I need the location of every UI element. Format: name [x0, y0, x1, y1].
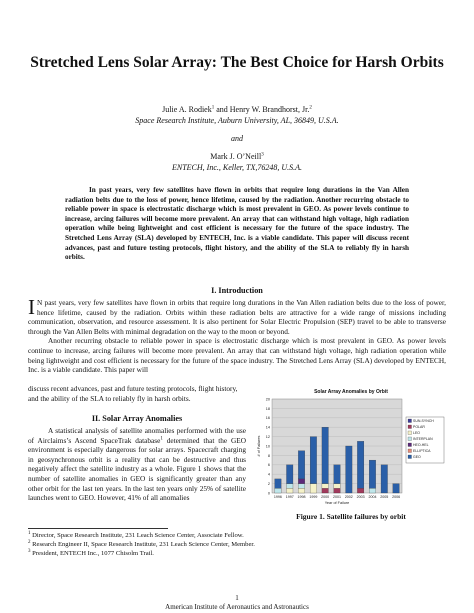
- bar-segment: [298, 488, 305, 493]
- x-tick-label: 2001: [333, 495, 341, 499]
- anomalies-bar-chart: [254, 385, 448, 509]
- y-tick-label: 18: [265, 406, 270, 411]
- bar-segment: [286, 484, 293, 489]
- section-heading-introduction: I. Introduction: [211, 286, 263, 295]
- legend-label: HEO-HEL: [413, 443, 429, 448]
- author-names-2: Mark J. O’Neill$^3$: [210, 152, 264, 161]
- chart-title: Solar Array Anomalies by Orbit: [314, 389, 388, 395]
- x-tick-label: 1996: [273, 495, 282, 499]
- y-tick-label: 0: [267, 491, 270, 496]
- y-tick-label: 16: [265, 416, 270, 421]
- x-tick-label: 1998: [297, 495, 306, 499]
- footnote-2: $^2$ Research Engineer II, Space Research Institute, 231 Leach Science Center, Member.: [28, 539, 255, 548]
- bar-segment: [381, 465, 388, 493]
- intro-paragraph-1: I N past years, very few satellites have flown in orbits that require long durations in the Van Allen radiation belts due to the loss of power, hence lifetime, caused by the radiation. Orbits within these radiation belts are attractive for a wide range of missions including communication, observation, and resource assessment. It is also pertinent for Solar Electric Propulsion (SEP) travel to be able to transverse through the Van Allen Belts with minimal degradation on the way to the moon or beyond.: [28, 295, 446, 336]
- organization-footer: American Institute of Aeronautics and Astronautics: [165, 603, 309, 611]
- legend-swatch: [408, 431, 412, 435]
- x-tick-label: 1997: [285, 495, 294, 499]
- legend-swatch: [408, 425, 412, 429]
- section-heading-anomalies: II. Solar Array Anomalies: [91, 414, 183, 423]
- y-axis-label: # of Failures: [257, 435, 261, 457]
- legend-swatch: [408, 449, 412, 453]
- y-tick-label: 14: [265, 425, 270, 430]
- intro-paragraph-2: Another recurring obstacle to reliable power in space is electrostatic discharge which is most prevalent in GEO. As power levels continue to increase, arcing failures will become more prevalent. An array that can withstand high voltage, high radiation operation while being lightweight and cost efficient is necessary for the future of the space industry. The Stretched Lens Array (SLA) developed by ENTECH, Inc. is a viable candidate. This paper will: [28, 336, 446, 375]
- abstract: In past years, very few satellites have flown in orbits that require long durations in the Van Allen radiation belts due to the loss of power, hence lifetime, caused by the radiation. Another recurring obstacle to reliable power in space is electrostatic discharge which is most prevalent in GEO. As power levels continue to increase, arcing failures will become more prevalent. An array that can withstand high voltage, high radiation operation while being lightweight and cost efficient is necessary for the future of the space industry. The Stretched Lens Array (SLA) developed by ENTECH, Inc. is a viable candidate. This paper will discuss recent advances, past and future testing protocols, flight history, and the ability of the SLA to reliably fly in harsh orbits.: [65, 186, 409, 262]
- drop-cap: I: [28, 295, 35, 319]
- bar-segment: [275, 488, 282, 493]
- bar-segment: [298, 451, 305, 479]
- paper-title: Stretched Lens Solar Array: The Best Choice for Harsh Orbits: [30, 54, 444, 71]
- bar-segment: [310, 484, 317, 493]
- bar-segment: [346, 446, 353, 493]
- x-tick-label: 2003: [356, 495, 365, 499]
- introduction-body: [28, 295, 446, 375]
- bar-segment: [357, 488, 364, 493]
- x-tick-label: 2000: [321, 495, 330, 499]
- legend-swatch: [408, 419, 412, 423]
- bar-segment: [334, 488, 341, 493]
- bar-segment: [322, 484, 329, 489]
- y-tick-label: 4: [267, 472, 270, 477]
- y-tick-label: 8: [267, 453, 270, 458]
- page-number: 1: [235, 594, 239, 602]
- y-tick-label: 6: [267, 463, 270, 468]
- intro-paragraph-2-continued: discuss recent advances, past and future testing protocols, flight history, and the ability of the SLA to reliably fly in harsh orbits.: [28, 384, 238, 403]
- y-tick-label: 2: [267, 482, 270, 486]
- footnotes: [28, 531, 446, 558]
- anomalies-paragraph: A statistical analysis of satellite anomalies performed with the use of Airclaims’s Ascend SpaceTrak database$^1$ determined that the GEO environment is especially dangerous for solar arrays. Spacecraft charging in geosynchronous orbit is a reality that can be destructive and thus negatively affect the satellite industry as a whole. Figure 1 shows that the number of satellite anomalies in GEO is significantly greater than any other orbit for the last ten years. In the last ten years only 25% of satellite launches went to GEO. However, 41% of all anomalies: [28, 426, 246, 503]
- author-block-2: [30, 151, 444, 173]
- footnote-3: $^3$ President, ENTECH Inc., 1077 Chisolm Trail.: [28, 548, 154, 557]
- author-names-1: Julie A. Rodiek$^1$ and Henry W. Brandhorst, Jr.$^2$: [162, 105, 312, 114]
- y-tick-label: 12: [265, 435, 270, 439]
- x-tick-label: 2002: [344, 495, 353, 499]
- legend-label: GEO: [413, 455, 421, 460]
- footnote-1: $^1$ Director, Space Research Institute, 231 Leach Science Center, Associate Fellow.: [28, 530, 244, 539]
- bar-segment: [286, 488, 293, 493]
- bar-segment: [322, 427, 329, 483]
- author-block-1: [30, 104, 444, 126]
- legend-label: POLAR: [413, 425, 425, 430]
- affiliation-1: Space Research Institute, Auburn University, AL, 36849, U.S.A.: [135, 116, 339, 125]
- legend-swatch: [408, 443, 412, 447]
- bar-segment: [286, 465, 293, 484]
- x-tick-label: 2004: [368, 495, 377, 499]
- legend-label: INTERPLAN: [413, 437, 433, 442]
- footnote-rule: [28, 528, 168, 529]
- bar-segment: [298, 479, 305, 484]
- legend-label: ELLIPTICA: [413, 449, 431, 454]
- legend-swatch: [408, 455, 412, 459]
- bar-segment: [322, 488, 329, 493]
- bar-segment: [310, 437, 317, 484]
- x-axis-label: Year of Failure: [324, 501, 350, 505]
- bar-segment: [275, 479, 282, 488]
- figure-caption: Figure 1. Satellite failures by orbit: [296, 512, 406, 521]
- bar-segment: [334, 484, 341, 489]
- bar-segment: [298, 484, 305, 489]
- y-tick-label: 10: [265, 444, 270, 449]
- x-tick-label: 2006: [392, 495, 401, 499]
- and-separator: and: [231, 134, 243, 143]
- x-tick-label: 1999: [309, 495, 318, 499]
- x-tick-label: 2005: [380, 495, 389, 499]
- bar-segment: [369, 460, 376, 488]
- affiliation-2: ENTECH, Inc., Keller, TX,76248, U.S.A.: [172, 163, 302, 172]
- legend-swatch: [408, 437, 412, 441]
- bar-segment: [369, 488, 376, 493]
- bar-segment: [334, 465, 341, 484]
- bar-segment: [357, 441, 364, 488]
- y-tick-label: 20: [265, 397, 270, 402]
- legend-label: LEO: [413, 431, 421, 436]
- legend-label: SUN-SYNCH: [413, 419, 434, 424]
- bar-segment: [393, 484, 400, 493]
